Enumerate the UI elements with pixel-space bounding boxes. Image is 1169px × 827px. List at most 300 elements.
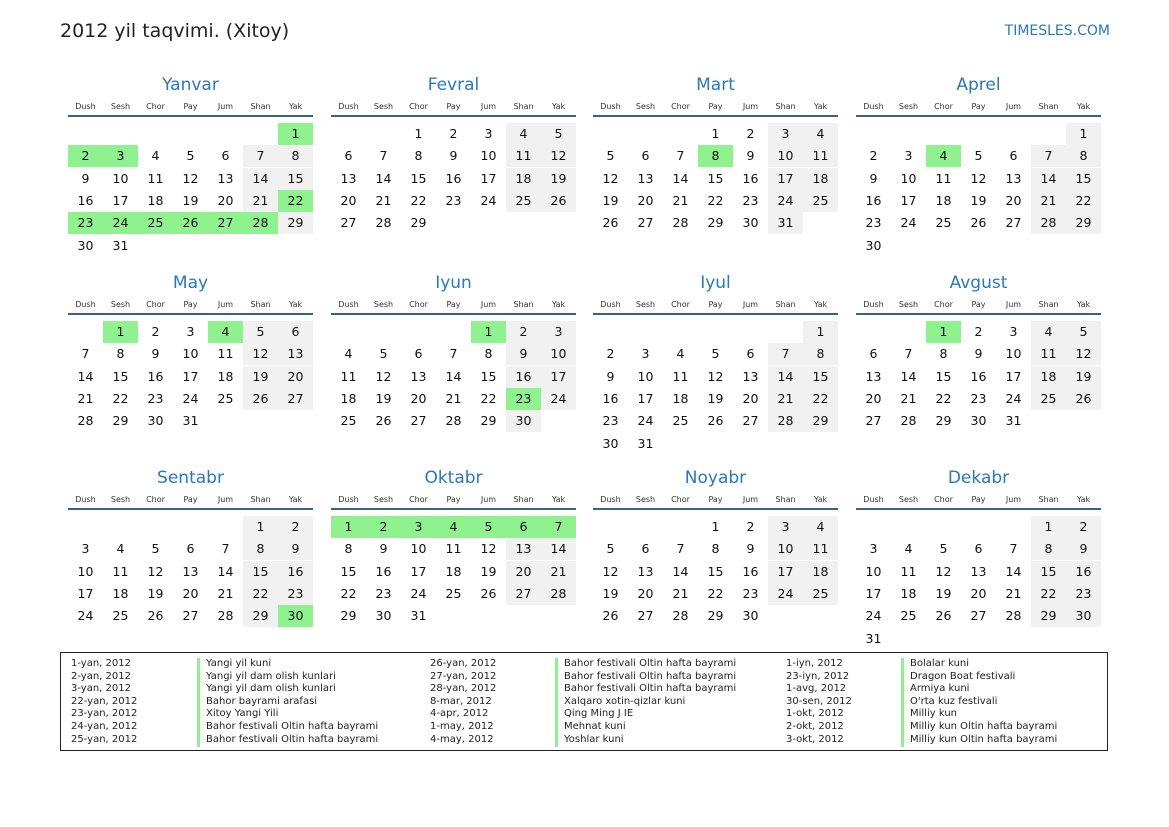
day-cell[interactable]: 15 (1031, 561, 1066, 583)
day-cell[interactable]: 20 (742, 390, 759, 406)
day-cell[interactable]: 22 (278, 190, 313, 212)
day-cell[interactable]: 22 (410, 192, 427, 208)
day-cell[interactable]: 16 (602, 390, 619, 406)
day-cell[interactable]: 19 (147, 585, 164, 601)
day-cell[interactable]: 27 (637, 215, 654, 231)
day-cell[interactable]: 27 (865, 413, 882, 429)
day-cell[interactable]: 17 (768, 168, 803, 190)
day-cell[interactable]: 24 (768, 190, 803, 212)
day-cell[interactable]: 21 (768, 388, 803, 410)
day-cell[interactable]: 21 (1005, 585, 1022, 601)
day-cell[interactable]: 17 (480, 170, 497, 186)
day-cell[interactable]: 2 (869, 148, 878, 164)
day-cell[interactable]: 8 (116, 346, 125, 362)
day-cell[interactable]: 15 (480, 368, 497, 384)
day-cell[interactable]: 29 (803, 410, 838, 432)
day-cell[interactable]: 30 (602, 435, 619, 451)
day-cell[interactable]: 10 (1005, 346, 1022, 362)
day-cell[interactable]: 24 (480, 192, 497, 208)
day-cell[interactable]: 10 (768, 145, 803, 167)
day-cell[interactable]: 2 (506, 321, 541, 343)
day-cell[interactable]: 8 (939, 346, 948, 362)
day-cell[interactable]: 9 (449, 148, 458, 164)
day-cell[interactable]: 8 (243, 538, 278, 560)
day-cell[interactable]: 28 (768, 410, 803, 432)
day-cell[interactable]: 27 (970, 608, 987, 624)
day-cell[interactable]: 1 (278, 123, 313, 145)
day-cell[interactable]: 29 (480, 413, 497, 429)
day-cell[interactable]: 5 (1066, 321, 1101, 343)
day-cell[interactable]: 27 (182, 608, 199, 624)
day-cell[interactable]: 8 (698, 145, 733, 167)
day-cell[interactable]: 22 (935, 390, 952, 406)
day-cell[interactable]: 23 (506, 388, 541, 410)
day-cell[interactable]: 20 (637, 585, 654, 601)
day-cell[interactable]: 19 (243, 366, 278, 388)
day-cell[interactable]: 21 (217, 585, 234, 601)
day-cell[interactable]: 5 (541, 123, 576, 145)
day-cell[interactable]: 19 (1066, 366, 1101, 388)
day-cell[interactable]: 21 (243, 190, 278, 212)
day-cell[interactable]: 20 (865, 390, 882, 406)
day-cell[interactable]: 10 (112, 170, 129, 186)
day-cell[interactable]: 15 (278, 168, 313, 190)
day-cell[interactable]: 23 (445, 192, 462, 208)
day-cell[interactable]: 28 (243, 212, 278, 234)
day-cell[interactable]: 4 (436, 516, 471, 538)
day-cell[interactable]: 28 (77, 413, 94, 429)
day-cell[interactable]: 12 (541, 145, 576, 167)
day-cell[interactable]: 12 (375, 368, 392, 384)
day-cell[interactable]: 14 (672, 563, 689, 579)
day-cell[interactable]: 9 (278, 538, 313, 560)
day-cell[interactable]: 18 (803, 561, 838, 583)
day-cell[interactable]: 10 (865, 563, 882, 579)
day-cell[interactable]: 2 (278, 516, 313, 538)
day-cell[interactable]: 21 (900, 390, 917, 406)
day-cell[interactable]: 22 (480, 390, 497, 406)
day-cell[interactable]: 19 (182, 192, 199, 208)
day-cell[interactable]: 29 (1066, 212, 1101, 234)
day-cell[interactable]: 26 (173, 212, 208, 234)
day-cell[interactable]: 4 (208, 321, 243, 343)
day-cell[interactable]: 9 (379, 541, 388, 557)
day-cell[interactable]: 22 (1066, 190, 1101, 212)
day-cell[interactable]: 7 (904, 346, 913, 362)
day-cell[interactable]: 30 (77, 237, 94, 253)
day-cell[interactable]: 19 (602, 192, 619, 208)
day-cell[interactable]: 14 (445, 368, 462, 384)
day-cell[interactable]: 27 (410, 413, 427, 429)
day-cell[interactable]: 26 (480, 585, 497, 601)
day-cell[interactable]: 7 (1009, 541, 1018, 557)
day-cell[interactable]: 10 (637, 368, 654, 384)
day-cell[interactable]: 11 (217, 346, 234, 362)
day-cell[interactable]: 7 (449, 346, 458, 362)
day-cell[interactable]: 3 (186, 324, 195, 339)
day-cell[interactable]: 18 (900, 585, 917, 601)
day-cell[interactable]: 7 (379, 148, 388, 164)
day-cell[interactable]: 12 (707, 368, 724, 384)
day-cell[interactable]: 23 (742, 192, 759, 208)
day-cell[interactable]: 16 (1066, 561, 1101, 583)
day-cell[interactable]: 23 (865, 215, 882, 231)
day-cell[interactable]: 17 (541, 366, 576, 388)
day-cell[interactable]: 19 (935, 585, 952, 601)
day-cell[interactable]: 27 (742, 413, 759, 429)
day-cell[interactable]: 26 (935, 608, 952, 624)
day-cell[interactable]: 1 (471, 321, 506, 343)
day-cell[interactable]: 30 (147, 413, 164, 429)
day-cell[interactable]: 6 (746, 346, 755, 362)
day-cell[interactable]: 5 (974, 148, 983, 164)
day-cell[interactable]: 11 (445, 541, 462, 557)
day-cell[interactable]: 2 (449, 126, 458, 141)
day-cell[interactable]: 24 (182, 390, 199, 406)
day-cell[interactable]: 11 (112, 563, 129, 579)
day-cell[interactable]: 11 (900, 563, 917, 579)
day-cell[interactable]: 13 (742, 368, 759, 384)
day-cell[interactable]: 28 (541, 583, 576, 605)
day-cell[interactable]: 7 (221, 541, 230, 557)
day-cell[interactable]: 7 (243, 145, 278, 167)
day-cell[interactable]: 18 (112, 585, 129, 601)
day-cell[interactable]: 19 (541, 168, 576, 190)
day-cell[interactable]: 11 (147, 170, 164, 186)
day-cell[interactable]: 24 (103, 212, 138, 234)
day-cell[interactable]: 30 (742, 608, 759, 624)
day-cell[interactable]: 13 (410, 368, 427, 384)
day-cell[interactable]: 17 (182, 368, 199, 384)
day-cell[interactable]: 27 (506, 583, 541, 605)
day-cell[interactable]: 25 (112, 608, 129, 624)
day-cell[interactable]: 23 (375, 585, 392, 601)
day-cell[interactable]: 7 (676, 541, 685, 557)
day-cell[interactable]: 11 (506, 145, 541, 167)
day-cell[interactable]: 29 (278, 212, 313, 234)
day-cell[interactable]: 5 (471, 516, 506, 538)
day-cell[interactable]: 17 (112, 192, 129, 208)
day-cell[interactable]: 12 (147, 563, 164, 579)
day-cell[interactable]: 8 (278, 145, 313, 167)
day-cell[interactable]: 27 (278, 388, 313, 410)
day-cell[interactable]: 28 (445, 413, 462, 429)
day-cell[interactable]: 2 (746, 126, 755, 141)
day-cell[interactable]: 3 (768, 123, 803, 145)
day-cell[interactable]: 7 (768, 343, 803, 365)
day-cell[interactable]: 26 (602, 608, 619, 624)
day-cell[interactable]: 13 (1005, 170, 1022, 186)
day-cell[interactable]: 5 (606, 148, 615, 164)
day-cell[interactable]: 27 (1005, 215, 1022, 231)
day-cell[interactable]: 1 (103, 321, 138, 343)
day-cell[interactable]: 20 (410, 390, 427, 406)
day-cell[interactable]: 15 (410, 170, 427, 186)
day-cell[interactable]: 24 (77, 608, 94, 624)
day-cell[interactable]: 26 (707, 413, 724, 429)
day-cell[interactable]: 30 (1066, 605, 1101, 627)
day-cell[interactable]: 1 (1031, 516, 1066, 538)
day-cell[interactable]: 9 (746, 541, 755, 557)
day-cell[interactable]: 9 (869, 170, 878, 186)
day-cell[interactable]: 16 (278, 561, 313, 583)
day-cell[interactable]: 17 (768, 561, 803, 583)
day-cell[interactable]: 28 (217, 608, 234, 624)
day-cell[interactable]: 1 (803, 321, 838, 343)
day-cell[interactable]: 11 (935, 170, 952, 186)
day-cell[interactable]: 23 (278, 583, 313, 605)
day-cell[interactable]: 18 (217, 368, 234, 384)
day-cell[interactable]: 19 (602, 585, 619, 601)
day-cell[interactable]: 13 (182, 563, 199, 579)
day-cell[interactable]: 19 (480, 563, 497, 579)
day-cell[interactable]: 17 (77, 585, 94, 601)
day-cell[interactable]: 21 (77, 390, 94, 406)
day-cell[interactable]: 29 (935, 413, 952, 429)
day-cell[interactable]: 5 (711, 346, 720, 362)
day-cell[interactable]: 3 (869, 541, 878, 557)
day-cell[interactable]: 16 (77, 192, 94, 208)
day-cell[interactable]: 6 (641, 148, 650, 164)
day-cell[interactable]: 3 (641, 346, 650, 362)
day-cell[interactable]: 1 (331, 516, 366, 538)
day-cell[interactable]: 23 (742, 585, 759, 601)
day-cell[interactable]: 9 (506, 343, 541, 365)
day-cell[interactable]: 13 (506, 538, 541, 560)
day-cell[interactable]: 15 (1066, 168, 1101, 190)
day-cell[interactable]: 22 (707, 585, 724, 601)
day-cell[interactable]: 12 (480, 541, 497, 557)
day-cell[interactable]: 6 (278, 321, 313, 343)
day-cell[interactable]: 3 (103, 145, 138, 167)
day-cell[interactable]: 22 (243, 583, 278, 605)
day-cell[interactable]: 1 (243, 516, 278, 538)
day-cell[interactable]: 30 (375, 608, 392, 624)
day-cell[interactable]: 18 (147, 192, 164, 208)
day-cell[interactable]: 31 (182, 413, 199, 429)
day-cell[interactable]: 4 (116, 541, 125, 557)
day-cell[interactable]: 8 (344, 541, 353, 557)
day-cell[interactable]: 29 (707, 215, 724, 231)
day-cell[interactable]: 9 (746, 148, 755, 164)
day-cell[interactable]: 4 (344, 346, 353, 362)
day-cell[interactable]: 23 (68, 212, 103, 234)
day-cell[interactable]: 21 (1031, 190, 1066, 212)
day-cell[interactable]: 21 (672, 192, 689, 208)
day-cell[interactable]: 6 (506, 516, 541, 538)
day-cell[interactable]: 1 (414, 126, 423, 141)
day-cell[interactable]: 14 (768, 366, 803, 388)
day-cell[interactable]: 10 (541, 343, 576, 365)
day-cell[interactable]: 2 (746, 519, 755, 534)
day-cell[interactable]: 6 (414, 346, 423, 362)
day-cell[interactable]: 1 (926, 321, 961, 343)
day-cell[interactable]: 6 (186, 541, 195, 557)
day-cell[interactable]: 23 (970, 390, 987, 406)
day-cell[interactable]: 5 (939, 541, 948, 557)
day-cell[interactable]: 23 (602, 413, 619, 429)
day-cell[interactable]: 22 (803, 388, 838, 410)
day-cell[interactable]: 14 (541, 538, 576, 560)
day-cell[interactable]: 3 (484, 126, 493, 141)
day-cell[interactable]: 13 (637, 563, 654, 579)
day-cell[interactable]: 24 (637, 413, 654, 429)
day-cell[interactable]: 9 (606, 368, 615, 384)
day-cell[interactable]: 25 (935, 215, 952, 231)
day-cell[interactable]: 14 (77, 368, 94, 384)
day-cell[interactable]: 3 (1009, 324, 1018, 339)
day-cell[interactable]: 25 (1031, 388, 1066, 410)
day-cell[interactable]: 29 (707, 608, 724, 624)
day-cell[interactable]: 20 (637, 192, 654, 208)
day-cell[interactable]: 4 (151, 148, 160, 164)
day-cell[interactable]: 16 (445, 170, 462, 186)
day-cell[interactable]: 9 (81, 170, 90, 186)
day-cell[interactable]: 31 (865, 630, 882, 646)
day-cell[interactable]: 11 (803, 538, 838, 560)
day-cell[interactable]: 15 (935, 368, 952, 384)
day-cell[interactable]: 16 (865, 192, 882, 208)
day-cell[interactable]: 21 (541, 561, 576, 583)
day-cell[interactable]: 30 (865, 237, 882, 253)
day-cell[interactable]: 24 (1005, 390, 1022, 406)
day-cell[interactable]: 20 (970, 585, 987, 601)
day-cell[interactable]: 31 (768, 212, 803, 234)
day-cell[interactable]: 18 (1031, 366, 1066, 388)
day-cell[interactable]: 14 (217, 563, 234, 579)
day-cell[interactable]: 24 (900, 215, 917, 231)
day-cell[interactable]: 25 (803, 190, 838, 212)
day-cell[interactable]: 15 (112, 368, 129, 384)
day-cell[interactable]: 2 (68, 145, 103, 167)
day-cell[interactable]: 14 (1031, 168, 1066, 190)
day-cell[interactable]: 8 (414, 148, 423, 164)
day-cell[interactable]: 30 (970, 413, 987, 429)
site-link[interactable]: TIMESLES.COM (1004, 23, 1110, 39)
day-cell[interactable]: 28 (672, 215, 689, 231)
day-cell[interactable]: 16 (970, 368, 987, 384)
day-cell[interactable]: 10 (480, 148, 497, 164)
day-cell[interactable]: 2 (974, 324, 983, 339)
day-cell[interactable]: 15 (707, 170, 724, 186)
day-cell[interactable]: 24 (410, 585, 427, 601)
day-cell[interactable]: 25 (506, 190, 541, 212)
day-cell[interactable]: 4 (676, 346, 685, 362)
day-cell[interactable]: 9 (151, 346, 160, 362)
day-cell[interactable]: 31 (112, 237, 129, 253)
day-cell[interactable]: 27 (637, 608, 654, 624)
day-cell[interactable]: 6 (641, 541, 650, 557)
day-cell[interactable]: 5 (606, 541, 615, 557)
day-cell[interactable]: 20 (506, 561, 541, 583)
day-cell[interactable]: 15 (243, 561, 278, 583)
day-cell[interactable]: 29 (1031, 605, 1066, 627)
day-cell[interactable]: 26 (602, 215, 619, 231)
day-cell[interactable]: 25 (672, 413, 689, 429)
day-cell[interactable]: 27 (340, 215, 357, 231)
day-cell[interactable]: 7 (1031, 145, 1066, 167)
day-cell[interactable]: 10 (410, 541, 427, 557)
day-cell[interactable]: 14 (375, 170, 392, 186)
day-cell[interactable]: 17 (637, 390, 654, 406)
day-cell[interactable]: 12 (1066, 343, 1101, 365)
day-cell[interactable]: 2 (1066, 516, 1101, 538)
day-cell[interactable]: 8 (1031, 538, 1066, 560)
day-cell[interactable]: 13 (278, 343, 313, 365)
day-cell[interactable]: 21 (375, 192, 392, 208)
day-cell[interactable]: 16 (742, 170, 759, 186)
day-cell[interactable]: 4 (803, 516, 838, 538)
day-cell[interactable]: 28 (900, 413, 917, 429)
day-cell[interactable]: 29 (243, 605, 278, 627)
day-cell[interactable]: 2 (366, 516, 401, 538)
day-cell[interactable]: 1 (711, 126, 720, 141)
day-cell[interactable]: 15 (340, 563, 357, 579)
day-cell[interactable]: 24 (541, 388, 576, 410)
day-cell[interactable]: 16 (147, 368, 164, 384)
day-cell[interactable]: 26 (541, 190, 576, 212)
day-cell[interactable]: 17 (1005, 368, 1022, 384)
day-cell[interactable]: 21 (672, 585, 689, 601)
day-cell[interactable]: 26 (147, 608, 164, 624)
day-cell[interactable]: 4 (803, 123, 838, 145)
day-cell[interactable]: 8 (1066, 145, 1101, 167)
day-cell[interactable]: 26 (243, 388, 278, 410)
day-cell[interactable]: 7 (541, 516, 576, 538)
day-cell[interactable]: 23 (147, 390, 164, 406)
day-cell[interactable]: 10 (768, 538, 803, 560)
day-cell[interactable]: 7 (81, 346, 90, 362)
day-cell[interactable]: 12 (182, 170, 199, 186)
day-cell[interactable]: 25 (445, 585, 462, 601)
day-cell[interactable]: 6 (974, 541, 983, 557)
day-cell[interactable]: 25 (803, 583, 838, 605)
day-cell[interactable]: 27 (208, 212, 243, 234)
day-cell[interactable]: 26 (970, 215, 987, 231)
day-cell[interactable]: 3 (768, 516, 803, 538)
day-cell[interactable]: 20 (1005, 192, 1022, 208)
day-cell[interactable]: 30 (742, 215, 759, 231)
day-cell[interactable]: 25 (340, 413, 357, 429)
day-cell[interactable]: 14 (900, 368, 917, 384)
day-cell[interactable]: 4 (926, 145, 961, 167)
day-cell[interactable]: 29 (112, 413, 129, 429)
day-cell[interactable]: 12 (243, 343, 278, 365)
day-cell[interactable]: 9 (1066, 538, 1101, 560)
day-cell[interactable]: 11 (803, 145, 838, 167)
day-cell[interactable]: 28 (375, 215, 392, 231)
day-cell[interactable]: 16 (742, 563, 759, 579)
day-cell[interactable]: 25 (138, 212, 173, 234)
day-cell[interactable]: 13 (637, 170, 654, 186)
day-cell[interactable]: 14 (672, 170, 689, 186)
day-cell[interactable]: 26 (1066, 388, 1101, 410)
day-cell[interactable]: 6 (221, 148, 230, 164)
day-cell[interactable]: 14 (1005, 563, 1022, 579)
day-cell[interactable]: 16 (375, 563, 392, 579)
day-cell[interactable]: 16 (506, 366, 541, 388)
day-cell[interactable]: 9 (974, 346, 983, 362)
day-cell[interactable]: 17 (410, 563, 427, 579)
day-cell[interactable]: 10 (182, 346, 199, 362)
day-cell[interactable]: 18 (340, 390, 357, 406)
day-cell[interactable]: 18 (935, 192, 952, 208)
day-cell[interactable]: 5 (151, 541, 160, 557)
day-cell[interactable]: 29 (410, 215, 427, 231)
day-cell[interactable]: 30 (506, 410, 541, 432)
day-cell[interactable]: 2 (606, 346, 615, 362)
day-cell[interactable]: 3 (904, 148, 913, 164)
